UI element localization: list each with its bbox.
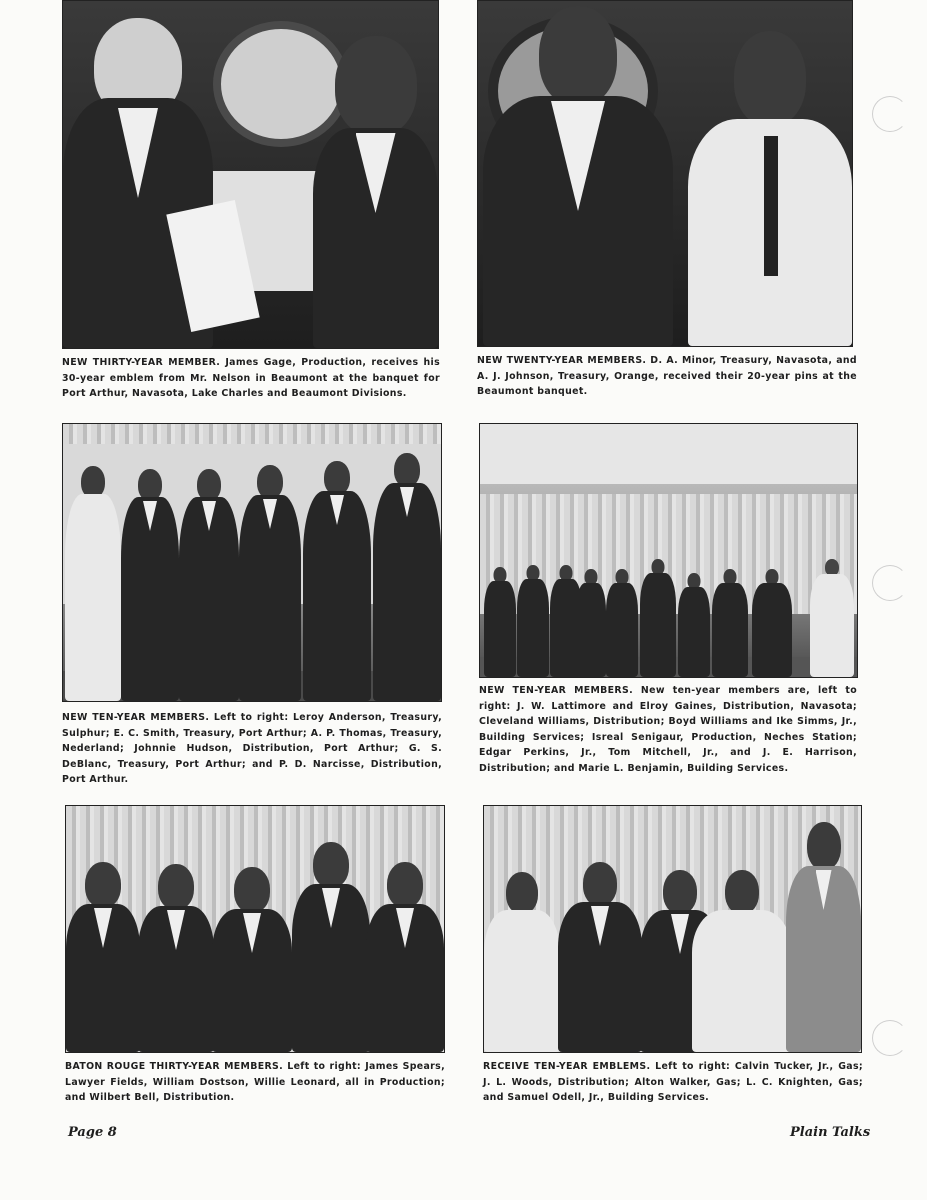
caption-lead: NEW TEN-YEAR MEMBERS. <box>479 685 634 696</box>
caption-lead: NEW TEN-YEAR MEMBERS. <box>62 712 210 723</box>
binder-hole <box>872 565 908 601</box>
caption-lead: NEW TWENTY-YEAR MEMBERS. <box>477 355 647 366</box>
caption-lead: NEW THIRTY-YEAR MEMBER. <box>62 357 221 368</box>
page-number: Page 8 <box>68 1125 117 1140</box>
caption-twenty-year-members <box>477 353 857 400</box>
caption-lead: RECEIVE TEN-YEAR EMBLEMS. <box>483 1061 651 1072</box>
caption-text: Left to right: Calvin Tucker, Jr., Gas; J. L. Woods, Distribution; Alton Walker, Gas; L. C. Knighten, Gas; and Samuel Odell, Jr., Building Services. <box>483 1061 863 1103</box>
caption-receive-ten-year-emblems <box>483 1059 863 1106</box>
caption-ten-year-members-port-arthur <box>62 710 442 788</box>
caption-text: Left to right: Leroy Anderson, Treasury, Sulphur; E. C. Smith, Treasury, Port Arthur; A. P. Thomas, Treasury, Nederland; Johnnie Hudson, Distribution, Port Arthur; G. S. DeBlanc, Treasury, Port Arthur; and P. D. Narcisse, Distribution, Port Arthur. <box>62 712 442 785</box>
binder-hole <box>872 1020 908 1056</box>
caption-thirty-year-member <box>62 355 440 402</box>
photo-baton-rouge-thirty-year <box>65 805 445 1053</box>
caption-lead: BATON ROUGE THIRTY-YEAR MEMBERS. <box>65 1061 284 1072</box>
photo-ten-year-members-port-arthur <box>62 423 442 702</box>
photo-ten-year-members-group <box>479 423 858 678</box>
photo-twenty-year-members <box>477 0 853 347</box>
caption-text: D. A. Minor, Treasury, Navasota, and A. J. Johnson, Treasury, Orange, received their 20-year pins at the Beaumont banquet. <box>477 355 857 397</box>
publication-name: Plain Talks <box>790 1125 871 1140</box>
caption-text: James Gage, Production, receives his 30-year emblem from Mr. Nelson in Beaumont at the banquet for Port Arthur, Navasota, Lake Charles and Beaumont Divisions. <box>62 357 440 399</box>
binder-hole <box>872 96 908 132</box>
photo-thirty-year-member <box>62 0 439 349</box>
photo-receive-ten-year-emblems <box>483 805 862 1053</box>
caption-ten-year-members-group <box>479 683 857 776</box>
caption-text: New ten-year members are, left to right: J. W. Lattimore and Elroy Gaines, Distribution, Navasota; Cleveland Williams, Distribution; Boyd Williams and Ike Simms, Jr., Building Services; Isreal Senigaur, Production, Neches Station; Edgar Perkins, Jr., Tom Mitchell, Jr., and J. E. Harrison, Distribution; and Marie L. Benjamin, Building Services. <box>479 685 858 774</box>
caption-text: Left to right: James Spears, Lawyer Fields, William Dostson, Willie Leonard, all in Production; and Wilbert Bell, Distribution. <box>65 1061 445 1103</box>
caption-baton-rouge-thirty-year <box>65 1059 445 1106</box>
